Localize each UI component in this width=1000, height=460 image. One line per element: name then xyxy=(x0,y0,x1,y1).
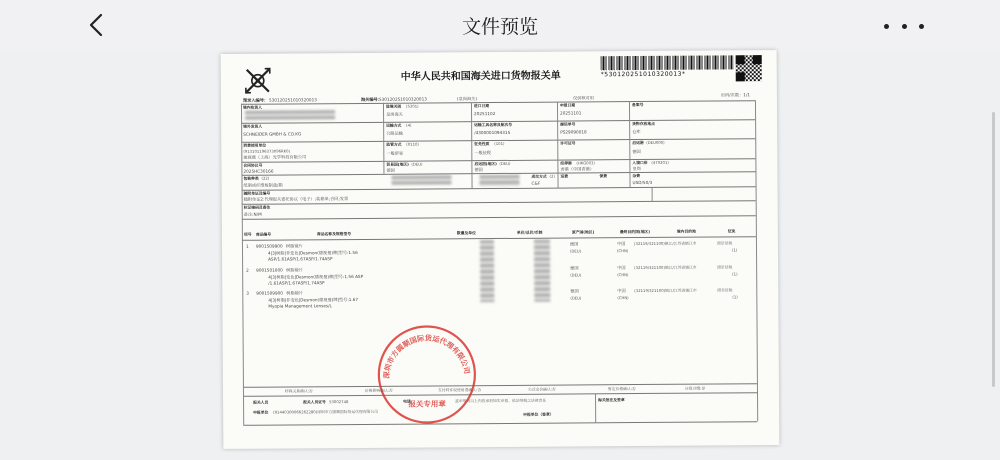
goods-header-qty: 数量及单位 xyxy=(456,230,476,236)
tax-code: (101) xyxy=(494,140,505,147)
statement: 兹申明对以上内容承担如实申报、依法纳税之法律责任 xyxy=(455,397,547,404)
goods-row-1-spec2: ASP/1.61ASP/1.67ASP/1.74ASP xyxy=(268,256,333,262)
docs-value: 随附单证2:代理报关委托协议（电子）;装箱单;合同;发票 xyxy=(243,196,349,202)
goods-row-3-dest: 中国 xyxy=(617,288,626,294)
deal-code: (2) xyxy=(549,173,555,179)
goods-row-1-dest: 中国 xyxy=(616,241,626,247)
goods-row-1-exempt: 照章征税 xyxy=(716,240,733,246)
goods-row-2-origin-code: (DEU) xyxy=(570,272,582,278)
goods-header-dest: 最终目的国(地区) xyxy=(619,228,650,235)
more-dot-icon xyxy=(919,24,924,29)
goods-row-2-exempt-code: (1) xyxy=(732,271,738,277)
trade-country-code: (DEU) xyxy=(411,161,423,167)
goods-row-1-dest-code: (CHN) xyxy=(616,248,629,254)
stamp-bottom-text: 报关专用章 xyxy=(408,399,446,409)
pre-entry-value: 530120251010320013 xyxy=(268,97,317,103)
import-date-label: 进口日期 xyxy=(473,103,490,109)
more-dot-icon xyxy=(902,24,907,29)
goods-row-3-no: 3 xyxy=(246,290,249,296)
goods-row-1-code: 9001509900 xyxy=(255,243,283,249)
goods-header-no: 项号 xyxy=(243,231,252,237)
origin-country-label: 启运国(地区) xyxy=(474,161,497,167)
redacted-quantities xyxy=(480,240,494,302)
confirm-self-pay: 自报自缴:是 xyxy=(684,385,706,391)
transport-code: (4) xyxy=(406,122,412,128)
supervision-code: (0110) xyxy=(406,141,419,147)
pack-value: 纸制或纤维板制盒/箱 xyxy=(243,182,283,188)
goods-place-label: 货物存放地点 xyxy=(632,120,655,127)
transport-value: 公路运输 xyxy=(386,130,403,136)
customs-no-label: 海关编号： xyxy=(360,96,382,102)
tax-label: 征免性质 xyxy=(474,141,490,147)
redacted-prices xyxy=(534,240,550,302)
customs-emblem-icon xyxy=(243,66,273,96)
goods-row-2-origin: 德国 xyxy=(570,265,579,271)
depart-port-code: (DEU000) xyxy=(646,139,665,145)
goods-row-1-domestic: (32119/321100)镇江/江苏省镇江市 xyxy=(633,240,697,247)
origin-country-value: 德国 xyxy=(474,167,483,173)
customs-org: (皇岗海关) xyxy=(456,96,477,102)
page-number: 页码/页数：1/1 xyxy=(720,92,751,98)
declarant-cert-value: 53002748 xyxy=(329,399,349,405)
pack-label: 包装种类 xyxy=(243,175,259,181)
goods-row-1-no: 1 xyxy=(245,243,249,249)
goods-row-1-origin-code: (DEU) xyxy=(569,248,582,254)
goods-header-name: 商品名称及规格型号 xyxy=(316,231,352,237)
goods-header-price: 单价/总价/币制 xyxy=(516,229,543,235)
record-label: 备案号 xyxy=(631,101,644,108)
customs-no-value: 530120251010320013 xyxy=(378,96,427,102)
entry-port-value: 皇岗海关 xyxy=(386,111,403,117)
depart-port-value: 德国 xyxy=(632,149,641,155)
user-code: (913101196373096RK0) xyxy=(243,148,291,154)
deal-label: 成交方式 xyxy=(531,173,547,179)
goods-row-2-domestic: (32119/321100)镇江/江苏省镇江市 xyxy=(634,264,697,271)
confirm-provisional: 暂定价格确认:否 xyxy=(607,386,636,392)
tax-value: 一般征税 xyxy=(474,150,492,156)
entry-port-label: 进境关别 xyxy=(385,103,402,109)
goods-row-3-spec2: Myopia Management Lenses/L xyxy=(268,303,332,309)
entry-border-code: (470201) xyxy=(651,159,669,165)
entry-border-value: 皇岗 xyxy=(632,166,641,172)
bill-label: 提运单号 xyxy=(560,121,576,127)
deal-value: C&F xyxy=(531,180,541,186)
barcode xyxy=(601,55,734,70)
confirm-public-price: 公式定价确认:否 xyxy=(527,386,556,392)
goods-header-exempt: 征免 xyxy=(727,228,736,234)
consignee-label: 境内收货人 xyxy=(242,104,263,110)
more-dot-icon xyxy=(884,24,889,29)
entry-border-label: 入境口岸 xyxy=(632,159,648,166)
goods-row-2-exempt: 照章征税 xyxy=(717,264,733,270)
goods-row-1-name: 树脂镜片 xyxy=(285,243,303,249)
goods-row-2-spec2: /1.61ASP/1.67ASP/1.74ASP xyxy=(268,280,325,286)
scrollbar[interactable] xyxy=(992,112,995,387)
foreign-shipper-value: SCHNEIDER GMBH & CO.KG xyxy=(243,131,302,137)
marks-label: 标记唛码及备注 xyxy=(243,204,271,210)
redacted-qty xyxy=(391,175,451,184)
goods-row-1-exempt-code: (1) xyxy=(731,247,738,253)
declare-date-value: 20251101 xyxy=(560,110,582,116)
goods-row-2-dest: 中国 xyxy=(617,265,626,271)
more-options-button[interactable] xyxy=(884,14,924,38)
route-port-value: 香港（中国香港） xyxy=(560,166,594,172)
route-port-code: (HKG003) xyxy=(576,160,595,166)
goods-row-2-no: 2 xyxy=(246,267,249,273)
license-label: 合同协议号 xyxy=(243,162,263,168)
goods-row-3-code: 9001509900 xyxy=(256,290,283,296)
foreign-shipper-label: 境外发货人 xyxy=(243,123,263,129)
permit-label: 许可证号 xyxy=(560,140,576,146)
license-value: 2025HC30166 xyxy=(243,168,274,174)
redacted-consignee xyxy=(245,110,335,120)
confirm-special: 特殊关系确认:否 xyxy=(284,388,313,394)
confirm-price: 价格影响确认:否 xyxy=(364,387,393,393)
entry-port-code: (5301) xyxy=(405,103,419,109)
goods-row-3-origin-code: (DEU) xyxy=(570,295,582,301)
marks-value: 备注:N/M xyxy=(243,211,262,217)
goods-place-value: 仓库 xyxy=(632,129,641,135)
barcode-text: *530120251010320013* xyxy=(600,70,686,79)
declarant-cert-label: 报关人员证号 xyxy=(303,399,326,405)
goods-row-3-exempt: 照章征税 xyxy=(717,287,733,293)
customs-note-label: 海关批注及签章 xyxy=(598,397,625,403)
goods-row-2-name: 树脂镜片 xyxy=(286,267,303,273)
declarant-label: 报关人员 xyxy=(253,399,269,405)
supervision-label: 监管方式 xyxy=(386,141,402,147)
depart-port-label: 启运港 xyxy=(632,139,644,146)
declare-unit-value: (91440300066262280)深圳市方圆顺国际货运代理有限公司 xyxy=(273,408,378,415)
import-date-value: 20251102 xyxy=(474,111,496,117)
check-mark-text: 仅供核对用 xyxy=(572,95,594,101)
goods-header-code: 商品编号 xyxy=(255,231,272,237)
goods-row-2-dest-code: (CHN) xyxy=(617,272,629,278)
goods-header-domestic: 境内目的地 xyxy=(676,228,696,234)
top-navigation-bar xyxy=(0,0,1000,52)
declare-unit-label: 申报单位 xyxy=(253,409,269,415)
goods-row-3-spec1: 4|3|树脂|非变色|Desmon(德视曼)牌|型号:1.67 xyxy=(268,296,359,303)
goods-row-3-domestic: (32119/321100)镇江/江苏省镇江市 xyxy=(634,287,697,294)
declare-seal-label: 申报单位（签章） xyxy=(523,411,554,417)
supervision-value: 一般贸易 xyxy=(386,150,404,156)
goods-row-1-spec1: 4|3|树脂|非变色|Desmon(德视曼)牌|型号:1.56 xyxy=(268,249,358,256)
freight-label: 运费 xyxy=(560,173,569,179)
incidental-value: USD/50/3 xyxy=(632,179,653,186)
stamp-top-text: 深圳市方圆顺国际货运代理有限公司 xyxy=(381,333,472,379)
goods-row-1-origin: 德国 xyxy=(569,241,579,247)
transport-tool-label: 运输工具名称及航次号 xyxy=(474,121,513,128)
goods-header-origin: 原产国(地区) xyxy=(571,229,595,235)
phone-label: 电话 xyxy=(403,398,411,404)
route-port-label: 经停港 xyxy=(560,160,572,166)
bill-value: PS29090018 xyxy=(560,129,587,135)
document-title: 中华人民共和国海关进口货物报关单 xyxy=(400,70,561,83)
goods-row-3-exempt-code: (1) xyxy=(732,294,738,300)
transport-label: 运输方式 xyxy=(386,122,402,128)
page-title: 文件预览 xyxy=(461,16,538,38)
customs-declaration-document xyxy=(221,50,780,449)
declare-date-label: 申报日期 xyxy=(559,102,576,108)
trade-country-label: 贸易国(地区) xyxy=(386,161,409,167)
goods-row-2-code: 9001501000 xyxy=(256,267,283,273)
goods-row-3-name: 树脂镜片 xyxy=(286,290,304,296)
incidental-label: 杂费 xyxy=(632,173,641,179)
redacted-weight xyxy=(479,175,519,186)
confirm-royalty: 支付特许权使用费确认:否 xyxy=(437,387,482,393)
insurance-label: 保费 xyxy=(599,173,608,179)
user-value: 豪视康（上海）光学科技有限公司 xyxy=(243,154,307,160)
goods-row-3-origin: 德国 xyxy=(570,288,579,294)
pack-code: (22) xyxy=(261,175,270,181)
user-label: 消费使用单位 xyxy=(243,142,267,148)
qr-code xyxy=(736,55,762,81)
goods-row-2-spec1: 4|3|树脂|变色|Desmon(德视曼)牌|型号:1.56 ASP xyxy=(268,273,364,280)
origin-country-code: (DEU) xyxy=(499,160,511,167)
docs-label: 随附单证及编号 xyxy=(243,190,271,196)
customs-agent-stamp xyxy=(372,320,481,429)
pre-entry-label: 预录入编号： xyxy=(242,97,269,103)
trade-country-value: 德国 xyxy=(386,167,395,173)
goods-row-3-dest-code: (CHN) xyxy=(617,295,629,301)
transport-tool-value: /4300001094315 xyxy=(474,129,511,136)
